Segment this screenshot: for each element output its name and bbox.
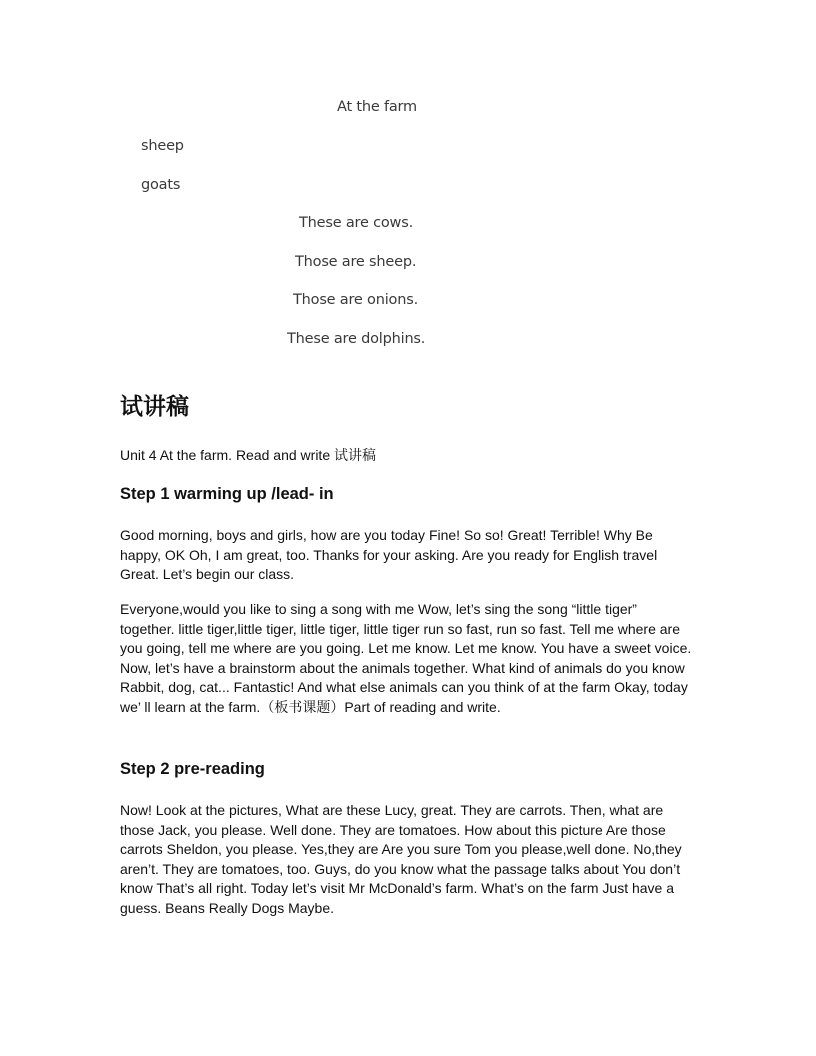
- step2-heading: Step 2 pre-reading: [120, 760, 265, 778]
- step2-paragraph-1: Now! Look at the pictures, What are these Lucy, great. They are carrots. Then, what are those Jack, you please. Well done. They are tomatoes. How about this picture Are those carrots Sheldon, you please. Yes,they are Are you sure Tom you please,well done. No,they aren’t. They are tomatoes, too. Guys, do you know what the passage talks about You don’t know That’s all right. Today let’s visit Mr McDonald’s farm. What’s on the farm Just have a guess. Beans Really Dogs Maybe.: [120, 802, 682, 916]
- step1-paragraph-2: Everyone,would you like to sing a song with me Wow, let’s sing the song “little tiger” together. little tiger,little tiger, little tiger, little tiger run so fast, run so fast. Tell me where are you going, tell me where are you going. Let me know. Let me know. You have a sweet voice. Now, let’s have a brainstorm about the animals together. What kind of animals do you know Rabbit, dog, cat... Fantastic! And what else animals can you think of at the farm Okay, today we’ ll learn at the farm.（板书课题）Part of reading and write.: [120, 601, 692, 715]
- board-sentence-2: Those are sheep.: [295, 254, 417, 270]
- board-sentence-3: Those are onions.: [293, 292, 418, 308]
- board-word-goats: goats: [141, 177, 181, 193]
- board-sentence-1: These are cows.: [299, 215, 413, 231]
- board-sentence-4: These are dolphins.: [287, 331, 426, 347]
- step1-heading: Step 1 warming up /lead- in: [120, 485, 334, 503]
- document-subtitle: Unit 4 At the farm. Read and write 试讲稿: [120, 447, 376, 463]
- document-heading: 试讲稿: [120, 394, 189, 420]
- board-title: At the farm: [337, 99, 417, 115]
- step1-paragraph-1: Good morning, boys and girls, how are you today Fine! So so! Great! Terrible! Why Be happy, OK Oh, I am great, too. Thanks for your asking. Are you ready for English travel Great. Let’s begin our class.: [120, 527, 658, 583]
- board-word-sheep: sheep: [141, 138, 184, 154]
